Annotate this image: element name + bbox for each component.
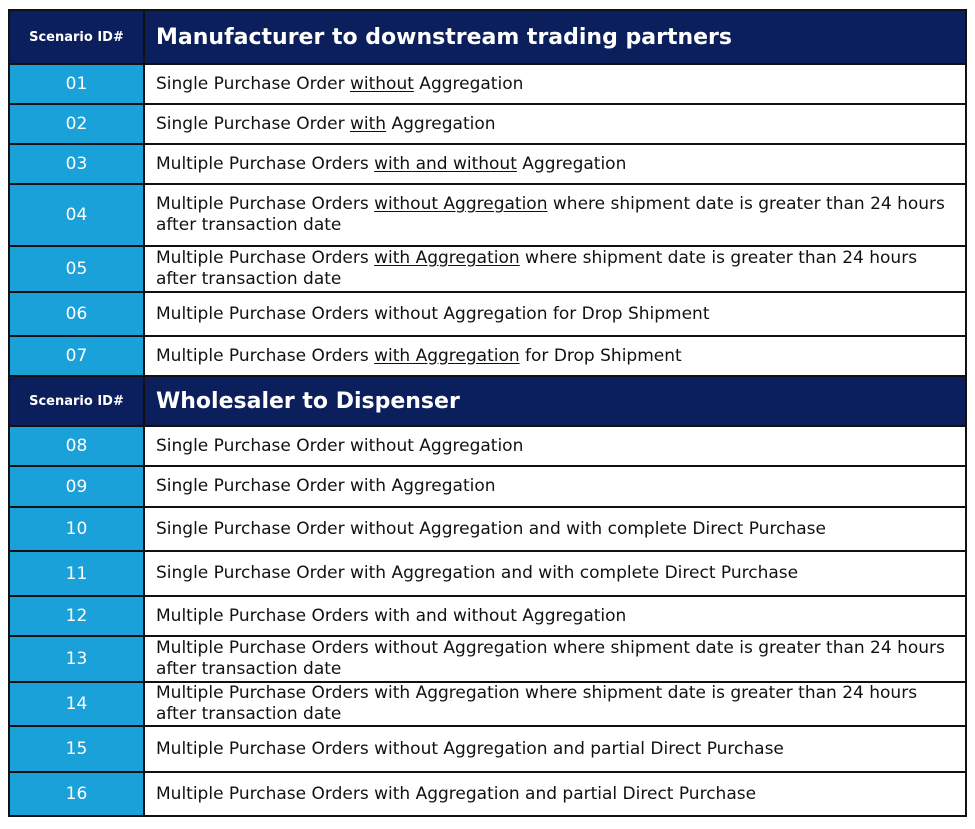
table-row xyxy=(9,104,966,144)
table-row xyxy=(9,772,966,816)
scenario-id-header: Scenario ID# xyxy=(9,376,144,426)
scenario-id: 03 xyxy=(9,144,144,184)
table-row xyxy=(9,246,966,292)
scenario-description: Multiple Purchase Orders without Aggregation for Drop Shipment xyxy=(144,292,966,336)
section-header-manufacturer xyxy=(9,10,966,64)
scenario-description: Single Purchase Order with Aggregation xyxy=(144,104,966,144)
section-title: Wholesaler to Dispenser xyxy=(144,376,966,426)
scenario-id: 15 xyxy=(9,726,144,772)
scenario-id: 14 xyxy=(9,682,144,726)
table-row xyxy=(9,292,966,336)
table-row xyxy=(9,184,966,246)
scenario-id-header: Scenario ID# xyxy=(9,10,144,64)
table-row xyxy=(9,466,966,507)
table-row xyxy=(9,726,966,772)
scenario-description: Multiple Purchase Orders with and without Aggregation xyxy=(144,596,966,636)
scenario-id: 11 xyxy=(9,551,144,596)
scenario-description: Multiple Purchase Orders without Aggregation and partial Direct Purchase xyxy=(144,726,966,772)
scenario-description: Multiple Purchase Orders with Aggregation where shipment date is greater than 24 hours after transaction date xyxy=(144,246,966,292)
scenario-description: Multiple Purchase Orders without Aggregation where shipment date is greater than 24 hours after transaction date xyxy=(144,636,966,682)
section-title: Manufacturer to downstream trading partners xyxy=(144,10,966,64)
table-row xyxy=(9,507,966,551)
scenario-description: Multiple Purchase Orders with Aggregation for Drop Shipment xyxy=(144,336,966,376)
scenario-description: Single Purchase Order without Aggregation xyxy=(144,64,966,104)
table-row xyxy=(9,144,966,184)
scenario-id: 08 xyxy=(9,426,144,466)
scenario-description: Multiple Purchase Orders with and without Aggregation xyxy=(144,144,966,184)
scenario-description: Multiple Purchase Orders with Aggregation and partial Direct Purchase xyxy=(144,772,966,816)
scenario-table xyxy=(8,9,967,817)
scenario-id: 10 xyxy=(9,507,144,551)
scenario-id: 02 xyxy=(9,104,144,144)
scenario-description: Single Purchase Order with Aggregation xyxy=(144,466,966,507)
scenario-id: 16 xyxy=(9,772,144,816)
table-row xyxy=(9,336,966,376)
scenario-description: Multiple Purchase Orders with Aggregation where shipment date is greater than 24 hours after transaction date xyxy=(144,682,966,726)
scenario-description: Single Purchase Order with Aggregation and with complete Direct Purchase xyxy=(144,551,966,596)
table-row xyxy=(9,682,966,726)
scenario-id: 09 xyxy=(9,466,144,507)
scenario-id: 04 xyxy=(9,184,144,246)
section-header-wholesaler xyxy=(9,376,966,426)
scenario-description: Multiple Purchase Orders without Aggregation where shipment date is greater than 24 hours after transaction date xyxy=(144,184,966,246)
scenario-id: 05 xyxy=(9,246,144,292)
scenario-id: 06 xyxy=(9,292,144,336)
table-row xyxy=(9,596,966,636)
scenario-id: 13 xyxy=(9,636,144,682)
scenario-description: Single Purchase Order without Aggregation and with complete Direct Purchase xyxy=(144,507,966,551)
table-row xyxy=(9,64,966,104)
scenario-id: 12 xyxy=(9,596,144,636)
scenario-description: Single Purchase Order without Aggregation xyxy=(144,426,966,466)
table-row xyxy=(9,426,966,466)
scenario-id: 01 xyxy=(9,64,144,104)
scenario-id: 07 xyxy=(9,336,144,376)
table-row xyxy=(9,636,966,682)
table-row xyxy=(9,551,966,596)
